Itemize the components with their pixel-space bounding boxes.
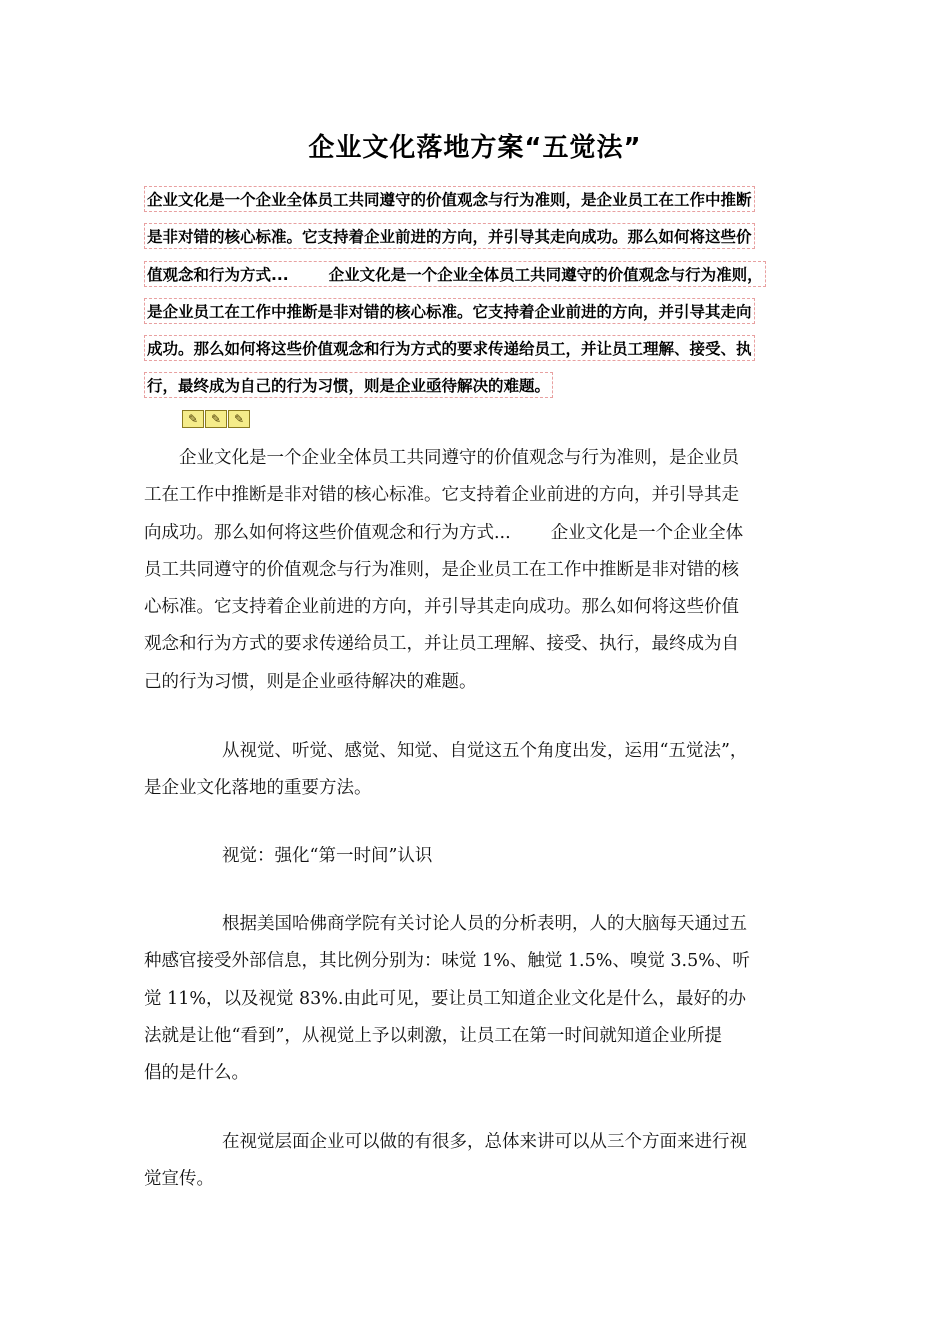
text-line: 觉宣传。: [144, 1169, 214, 1190]
summary-line-part: 企业文化是一个企业全体员工共同遵守的价值观念与行为准则，: [328, 265, 763, 284]
paragraph-visual-promotion: [144, 1124, 814, 1199]
summary-line: 成功。那么如何将这些价值观念和行为方式的要求传递给员工，并让员工理解、接受、执: [144, 335, 755, 361]
text-line: 视觉：强化“第一时间”认识: [222, 846, 433, 866]
page-title: 企业文化落地方案“五觉法”: [308, 133, 642, 163]
text-line: 倡的是什么。: [144, 1063, 249, 1084]
text-line: 企业文化是一个企业全体: [550, 522, 744, 543]
paragraph-five-senses: [144, 733, 814, 808]
text-line: 心标准。它支持着企业前进的方向，并引导其走向成功。那么如何将这些价值: [144, 597, 739, 618]
paragraph-research: [144, 906, 814, 1092]
text-line: 观念和行为方式的要求传递给员工，并让员工理解、接受、执行，最终成为自: [144, 634, 739, 655]
text-line: 企业文化是一个企业全体员工共同遵守的价值观念与行为准则，是企业员: [179, 448, 739, 468]
text-line: 在视觉层面企业可以做的有很多，总体来讲可以从三个方面来进行视: [222, 1132, 747, 1152]
text-line: 己的行为习惯，则是企业亟待解决的难题。: [144, 671, 477, 692]
summary-line: 企业文化是一个企业全体员工共同遵守的价值观念与行为准则，是企业员工在工作中推断: [144, 186, 755, 212]
text-line: 法就是让他“看到”，从视觉上予以刺激，让员工在第一时间就知道企业所提: [144, 1025, 722, 1046]
text-line: 根据美国哈佛商学院有关讨论人员的分析表明，人的大脑每天通过五: [222, 914, 747, 934]
summary-line: 是非对错的核心标准。它支持着企业前进的方向，并引导其走向成功。那么如何将这些价: [144, 223, 755, 249]
summary-line: 行，最终成为自己的行为习惯，则是企业亟待解决的难题。: [144, 372, 553, 398]
text-line: 从视觉、听觉、感觉、知觉、自觉这五个角度出发，运用“五觉法”，: [222, 741, 748, 761]
summary-box: [144, 186, 814, 410]
pen-icon[interactable]: ✎: [182, 410, 204, 428]
summary-line: [144, 261, 766, 287]
text-line: 种感官接受外部信息，其比例分别为：味觉 1%、触觉 1.5%、嗅觉 3.5%、听: [144, 951, 750, 972]
annotation-icons: [182, 410, 251, 428]
text-line: 是企业文化落地的重要方法。: [144, 778, 372, 799]
text-line: 工在工作中推断是非对错的核心标准。它支持着企业前进的方向，并引导其走: [144, 485, 739, 506]
pen-icon[interactable]: ✎: [205, 410, 227, 428]
text-line: 员工共同遵守的价值观念与行为准则，是企业员工在工作中推断是非对错的核: [144, 559, 739, 580]
paragraph-intro: [144, 440, 814, 701]
summary-line-part: 值观念和行为方式...: [147, 265, 289, 284]
text-line: 觉 11%，以及视觉 83%.由此可见，要让员工知道企业文化是什么，最好的办: [144, 988, 746, 1009]
text-line: 向成功。那么如何将这些价值观念和行为方式...: [144, 522, 511, 543]
summary-line: 是企业员工在工作中推断是非对错的核心标准。它支持着企业前进的方向，并引导其走向: [144, 298, 755, 324]
pen-icon[interactable]: ✎: [228, 410, 250, 428]
section-heading-vision: [144, 838, 814, 875]
